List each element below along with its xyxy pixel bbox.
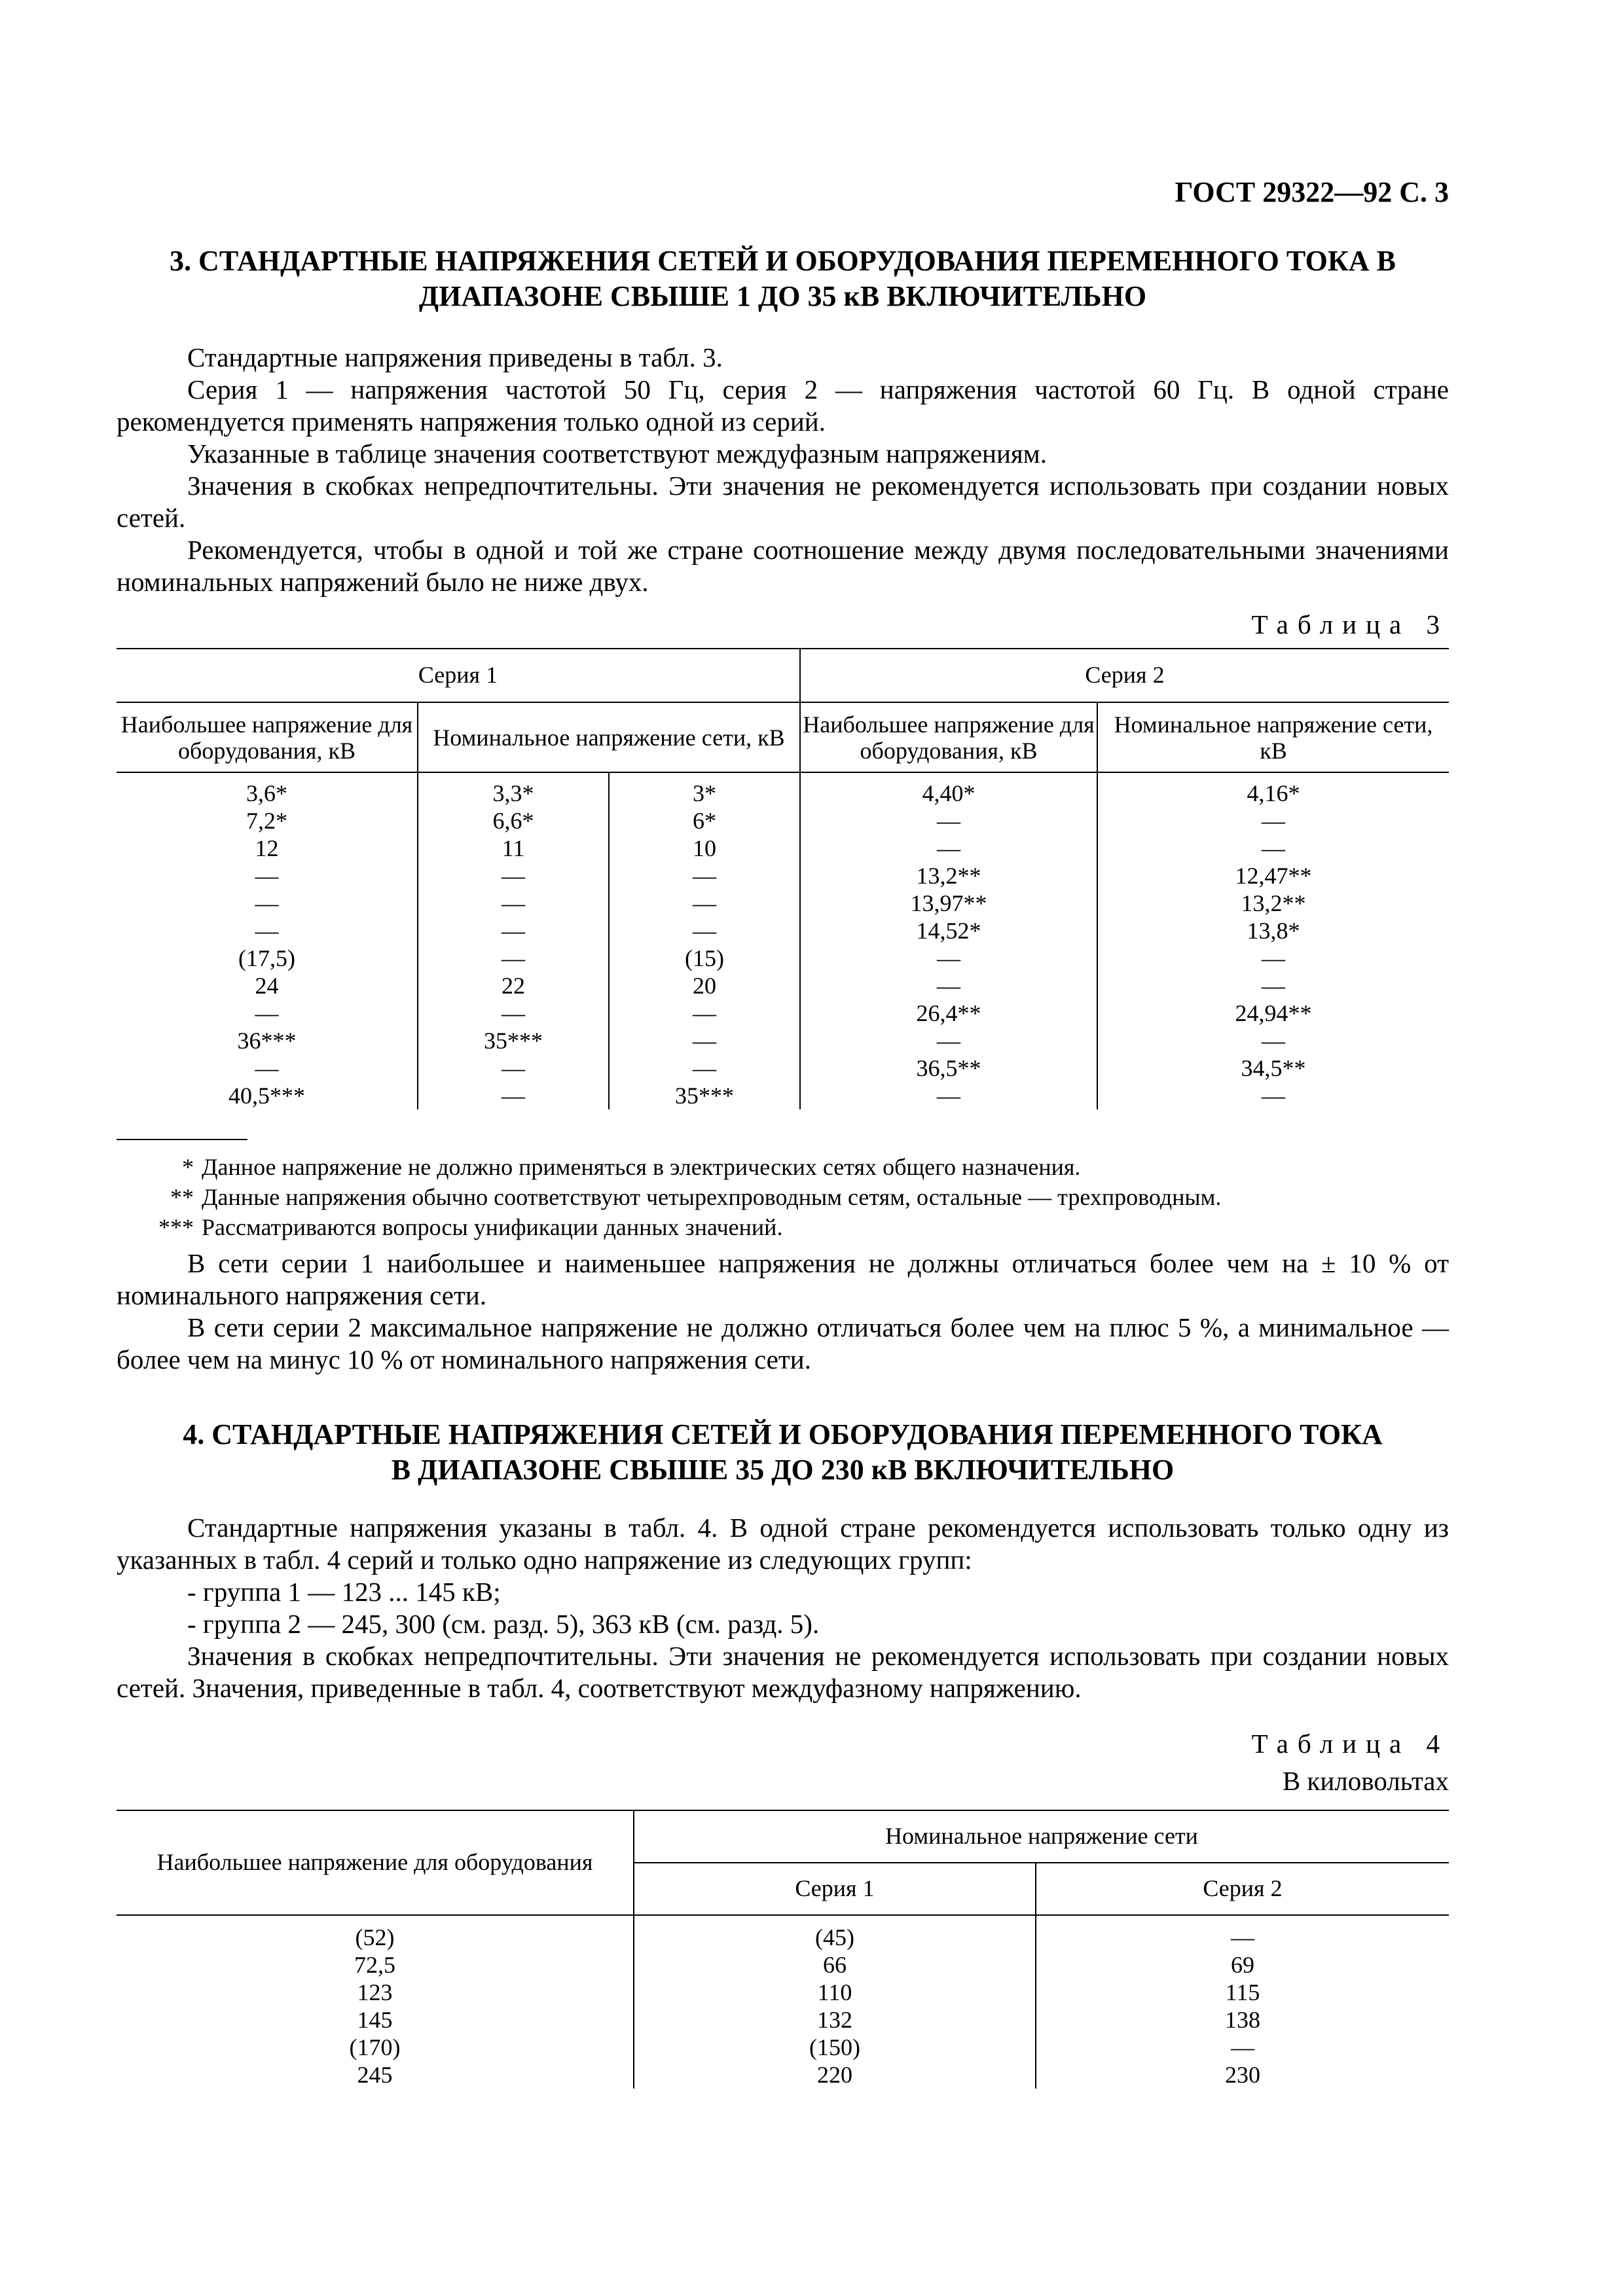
paragraph: В сети серии 1 наибольшее и наименьшее напряжения не должны отличаться более чем на ± 10 % от номинального напряжения сети. — [117, 1248, 1449, 1310]
table-cell: — — [501, 863, 525, 889]
table-cell: — — [255, 863, 279, 889]
table-cell: 35*** — [675, 1083, 734, 1109]
table-cell: — — [1262, 973, 1285, 999]
table-cell: 220 — [817, 2062, 852, 2088]
column-max-voltage-2 — [801, 780, 1097, 1109]
table-cell: 4,16* — [1247, 780, 1300, 806]
table-cell: — — [693, 1055, 716, 1081]
table-cell: — — [255, 1000, 279, 1026]
footnote-mark: ** — [170, 1184, 194, 1210]
table-cell: 7,2* — [246, 808, 287, 834]
column-series-2 — [1036, 1924, 1449, 2089]
footnote-text: Данные напряжения обычно соответствуют четырехпроводным сетям, остальные — трехпроводным. — [202, 1184, 1222, 1210]
table-cell: 11 — [501, 835, 525, 861]
paragraph: Стандартные напряжения указаны в табл. 4. В одной стране рекомендуется использовать только одну из указанных в табл. 4 серий и только одно напряжение из следующих групп: — [117, 1513, 1449, 1575]
table-cell: 20 — [693, 973, 716, 999]
column-nominal-1b — [610, 780, 799, 1109]
table-cell: — — [255, 918, 279, 944]
table-cell: 72,5 — [354, 1952, 395, 1978]
table-cell: — — [937, 1083, 960, 1109]
table-cell: 36*** — [237, 1028, 297, 1054]
section-3-title-line2: ДИАПАЗОНЕ СВЫШЕ 1 ДО 35 кВ ВКЛЮЧИТЕЛЬНО — [418, 279, 1147, 312]
document-page — [117, 0, 1449, 2296]
header-series-2: Серия 2 — [800, 649, 1449, 702]
page-header: ГОСТ 29322—92 С. 3 — [1175, 176, 1449, 208]
table-cell: — — [501, 1083, 525, 1109]
table-cell: 40,5*** — [228, 1083, 305, 1109]
table-cell: (150) — [809, 2034, 860, 2060]
paragraph: Значения в скобках непредпочтительны. Эти значения не рекомендуется использовать при создании новых сетей. Значения, приведенные в табл. 4, соответствуют междуфазному напряжению. — [117, 1641, 1449, 1703]
table-3-caption: Таблица 3 — [1251, 609, 1449, 639]
table-cell: — — [693, 863, 716, 889]
table-cell: 66 — [823, 1952, 847, 1978]
table-4-caption: Таблица 4 — [1251, 1729, 1449, 1759]
footnote-text: Данное напряжение не должно применяться в электрических сетях общего назначения. — [202, 1154, 1081, 1180]
table-cell: — — [693, 918, 716, 944]
table-cell: 22 — [501, 973, 525, 999]
table-cell: 13,97** — [910, 890, 987, 916]
table-cell: 14,52* — [916, 918, 981, 944]
table-cell: — — [937, 1028, 960, 1054]
table-cell: — — [1262, 1028, 1285, 1054]
table-subheader-row — [117, 702, 1449, 772]
table-header-row — [117, 649, 1449, 702]
header-nominal-voltage-2: Номинальное напряжение сети, кВ — [1097, 702, 1449, 772]
table-cell: 3,6* — [246, 780, 287, 806]
table-cell: 6* — [693, 808, 716, 834]
table-cell: — — [1262, 835, 1285, 861]
table-cell: (17,5) — [238, 945, 295, 971]
paragraph: В сети серии 2 максимальное напряжение не должно отличаться более чем на плюс 5 %, а минимальное — более чем на минус 10 % от номинального напряжения сети. — [117, 1312, 1449, 1374]
section-3-title-line1: 3. СТАНДАРТНЫЕ НАПРЯЖЕНИЯ СЕТЕЙ И ОБОРУДОВАНИЯ ПЕРЕМЕННОГО ТОКА В — [170, 245, 1396, 277]
section-3-notes — [117, 1247, 1449, 1376]
table-cell: — — [501, 945, 525, 971]
header-series-2: Серия 2 — [1036, 1863, 1449, 1915]
footnote — [117, 1182, 1449, 1212]
paragraph: Рекомендуется, чтобы в одной и той же стране соотношение между двумя последовательными значениями номинальных напряжений было не ниже двух. — [117, 535, 1449, 597]
table-cell: 69 — [1231, 1952, 1254, 1978]
column-series-1 — [634, 1924, 1035, 2089]
table-cell: 132 — [817, 2007, 852, 2033]
header-series-1: Серия 1 — [117, 649, 800, 702]
table-body-row — [117, 772, 1449, 1109]
header-nominal-voltage-1: Номинальное напряжение сети, кВ — [418, 702, 800, 772]
table-cell: — — [255, 1055, 279, 1081]
table-cell: 115 — [1225, 1979, 1260, 2005]
table-cell: — — [1262, 945, 1285, 971]
table-cell: 138 — [1225, 2007, 1260, 2033]
table-body-row — [117, 1915, 1449, 2089]
table-cell: — — [693, 1028, 716, 1054]
table-cell: 13,8* — [1247, 918, 1300, 944]
table-cell: (170) — [349, 2034, 401, 2060]
table-cell: — — [1262, 808, 1285, 834]
section-4-title-line1: 4. СТАНДАРТНЫЕ НАПРЯЖЕНИЯ СЕТЕЙ И ОБОРУДОВАНИЯ ПЕРЕМЕННОГО ТОКА — [183, 1418, 1383, 1450]
footnote-mark: *** — [158, 1214, 194, 1240]
table-cell: 10 — [693, 835, 716, 861]
table-cell: 230 — [1225, 2062, 1260, 2088]
list-item: - группа 1 — 123 ... 145 кВ; — [187, 1577, 501, 1607]
section-4-title-line2: В ДИАПАЗОНЕ СВЫШЕ 35 ДО 230 кВ ВКЛЮЧИТЕЛЬНО — [391, 1453, 1175, 1486]
table-header-row — [117, 1810, 1449, 1863]
paragraph: Указанные в таблице значения соответствуют междуфазным напряжениям. — [187, 439, 1047, 469]
table-cell: — — [937, 945, 960, 971]
table-cell: — — [937, 973, 960, 999]
column-max-voltage-1 — [117, 780, 417, 1109]
table-cell: — — [501, 918, 525, 944]
table-cell: 145 — [357, 2007, 393, 2033]
table-cell: 12 — [255, 835, 279, 861]
footnote — [117, 1152, 1449, 1182]
header-series-1: Серия 1 — [634, 1863, 1036, 1915]
table-cell: 24,94** — [1235, 1000, 1312, 1026]
section-3-heading — [117, 243, 1449, 314]
table-cell: — — [255, 890, 279, 916]
section-4-body — [117, 1512, 1449, 1704]
table-cell: (52) — [355, 1924, 395, 1950]
table-4 — [117, 1810, 1449, 2089]
table-cell: (15) — [685, 945, 724, 971]
column-nominal-1a — [418, 780, 608, 1109]
column-nominal-2 — [1098, 780, 1449, 1109]
table-4-unit: В киловольтах — [1282, 1766, 1449, 1796]
table-cell: — — [693, 1000, 716, 1026]
table-cell: 110 — [817, 1979, 852, 2005]
section-3-intro — [117, 342, 1449, 598]
table-cell: 245 — [357, 2062, 393, 2088]
footnote-mark: * — [182, 1154, 194, 1180]
table-cell: — — [1262, 1083, 1285, 1109]
header-nominal-voltage: Номинальное напряжение сети — [634, 1810, 1449, 1863]
column-max-voltage — [117, 1924, 633, 2089]
table-cell: (45) — [815, 1924, 854, 1950]
table-cell: 13,2** — [916, 863, 981, 889]
table-cell: — — [1231, 2034, 1254, 2060]
table-cell: — — [1231, 1924, 1254, 1950]
header-max-voltage-2: Наибольшее напряжение для оборудования, кВ — [800, 702, 1097, 772]
list-item: - группа 2 — 245, 300 (см. разд. 5), 363 кВ (см. разд. 5). — [187, 1609, 820, 1639]
paragraph: Значения в скобках непредпочтительны. Эти значения не рекомендуется использовать при создании новых сетей. — [117, 471, 1449, 533]
footnote-divider — [117, 1139, 247, 1140]
table-cell: — — [501, 1000, 525, 1026]
footnote — [117, 1212, 1449, 1242]
table-cell: — — [501, 1055, 525, 1081]
table-cell: 3* — [693, 780, 716, 806]
table-cell: 24 — [255, 973, 279, 999]
header-max-voltage-1: Наибольшее напряжение для оборудования, кВ — [117, 702, 418, 772]
table-cell: 4,40* — [922, 780, 976, 806]
footnotes — [117, 1152, 1449, 1242]
table-cell: 3,3* — [492, 780, 534, 806]
table-cell: — — [501, 890, 525, 916]
header-max-voltage: Наибольшее напряжение для оборудования — [117, 1810, 634, 1915]
table-cell: 12,47** — [1235, 863, 1312, 889]
table-cell: 36,5** — [916, 1055, 981, 1081]
table-cell: 35*** — [484, 1028, 543, 1054]
table-cell: — — [937, 808, 960, 834]
table-cell: — — [693, 890, 716, 916]
footnote-text: Рассматриваются вопросы унификации данных значений. — [202, 1214, 783, 1240]
table-cell: 13,2** — [1241, 890, 1306, 916]
table-cell: 34,5** — [1241, 1055, 1306, 1081]
table-cell: 26,4** — [916, 1000, 981, 1026]
table-cell: 123 — [357, 1979, 393, 2005]
section-4-heading — [117, 1417, 1449, 1487]
table-3 — [117, 648, 1449, 1109]
paragraph: Серия 1 — напряжения частотой 50 Гц, серия 2 — напряжения частотой 60 Гц. В одной стране рекомендуется применять напряжения только одной из серий. — [117, 374, 1449, 437]
table-cell: — — [937, 835, 960, 861]
table-cell: 6,6* — [492, 808, 534, 834]
paragraph: Стандартные напряжения приведены в табл. 3. — [187, 342, 723, 372]
